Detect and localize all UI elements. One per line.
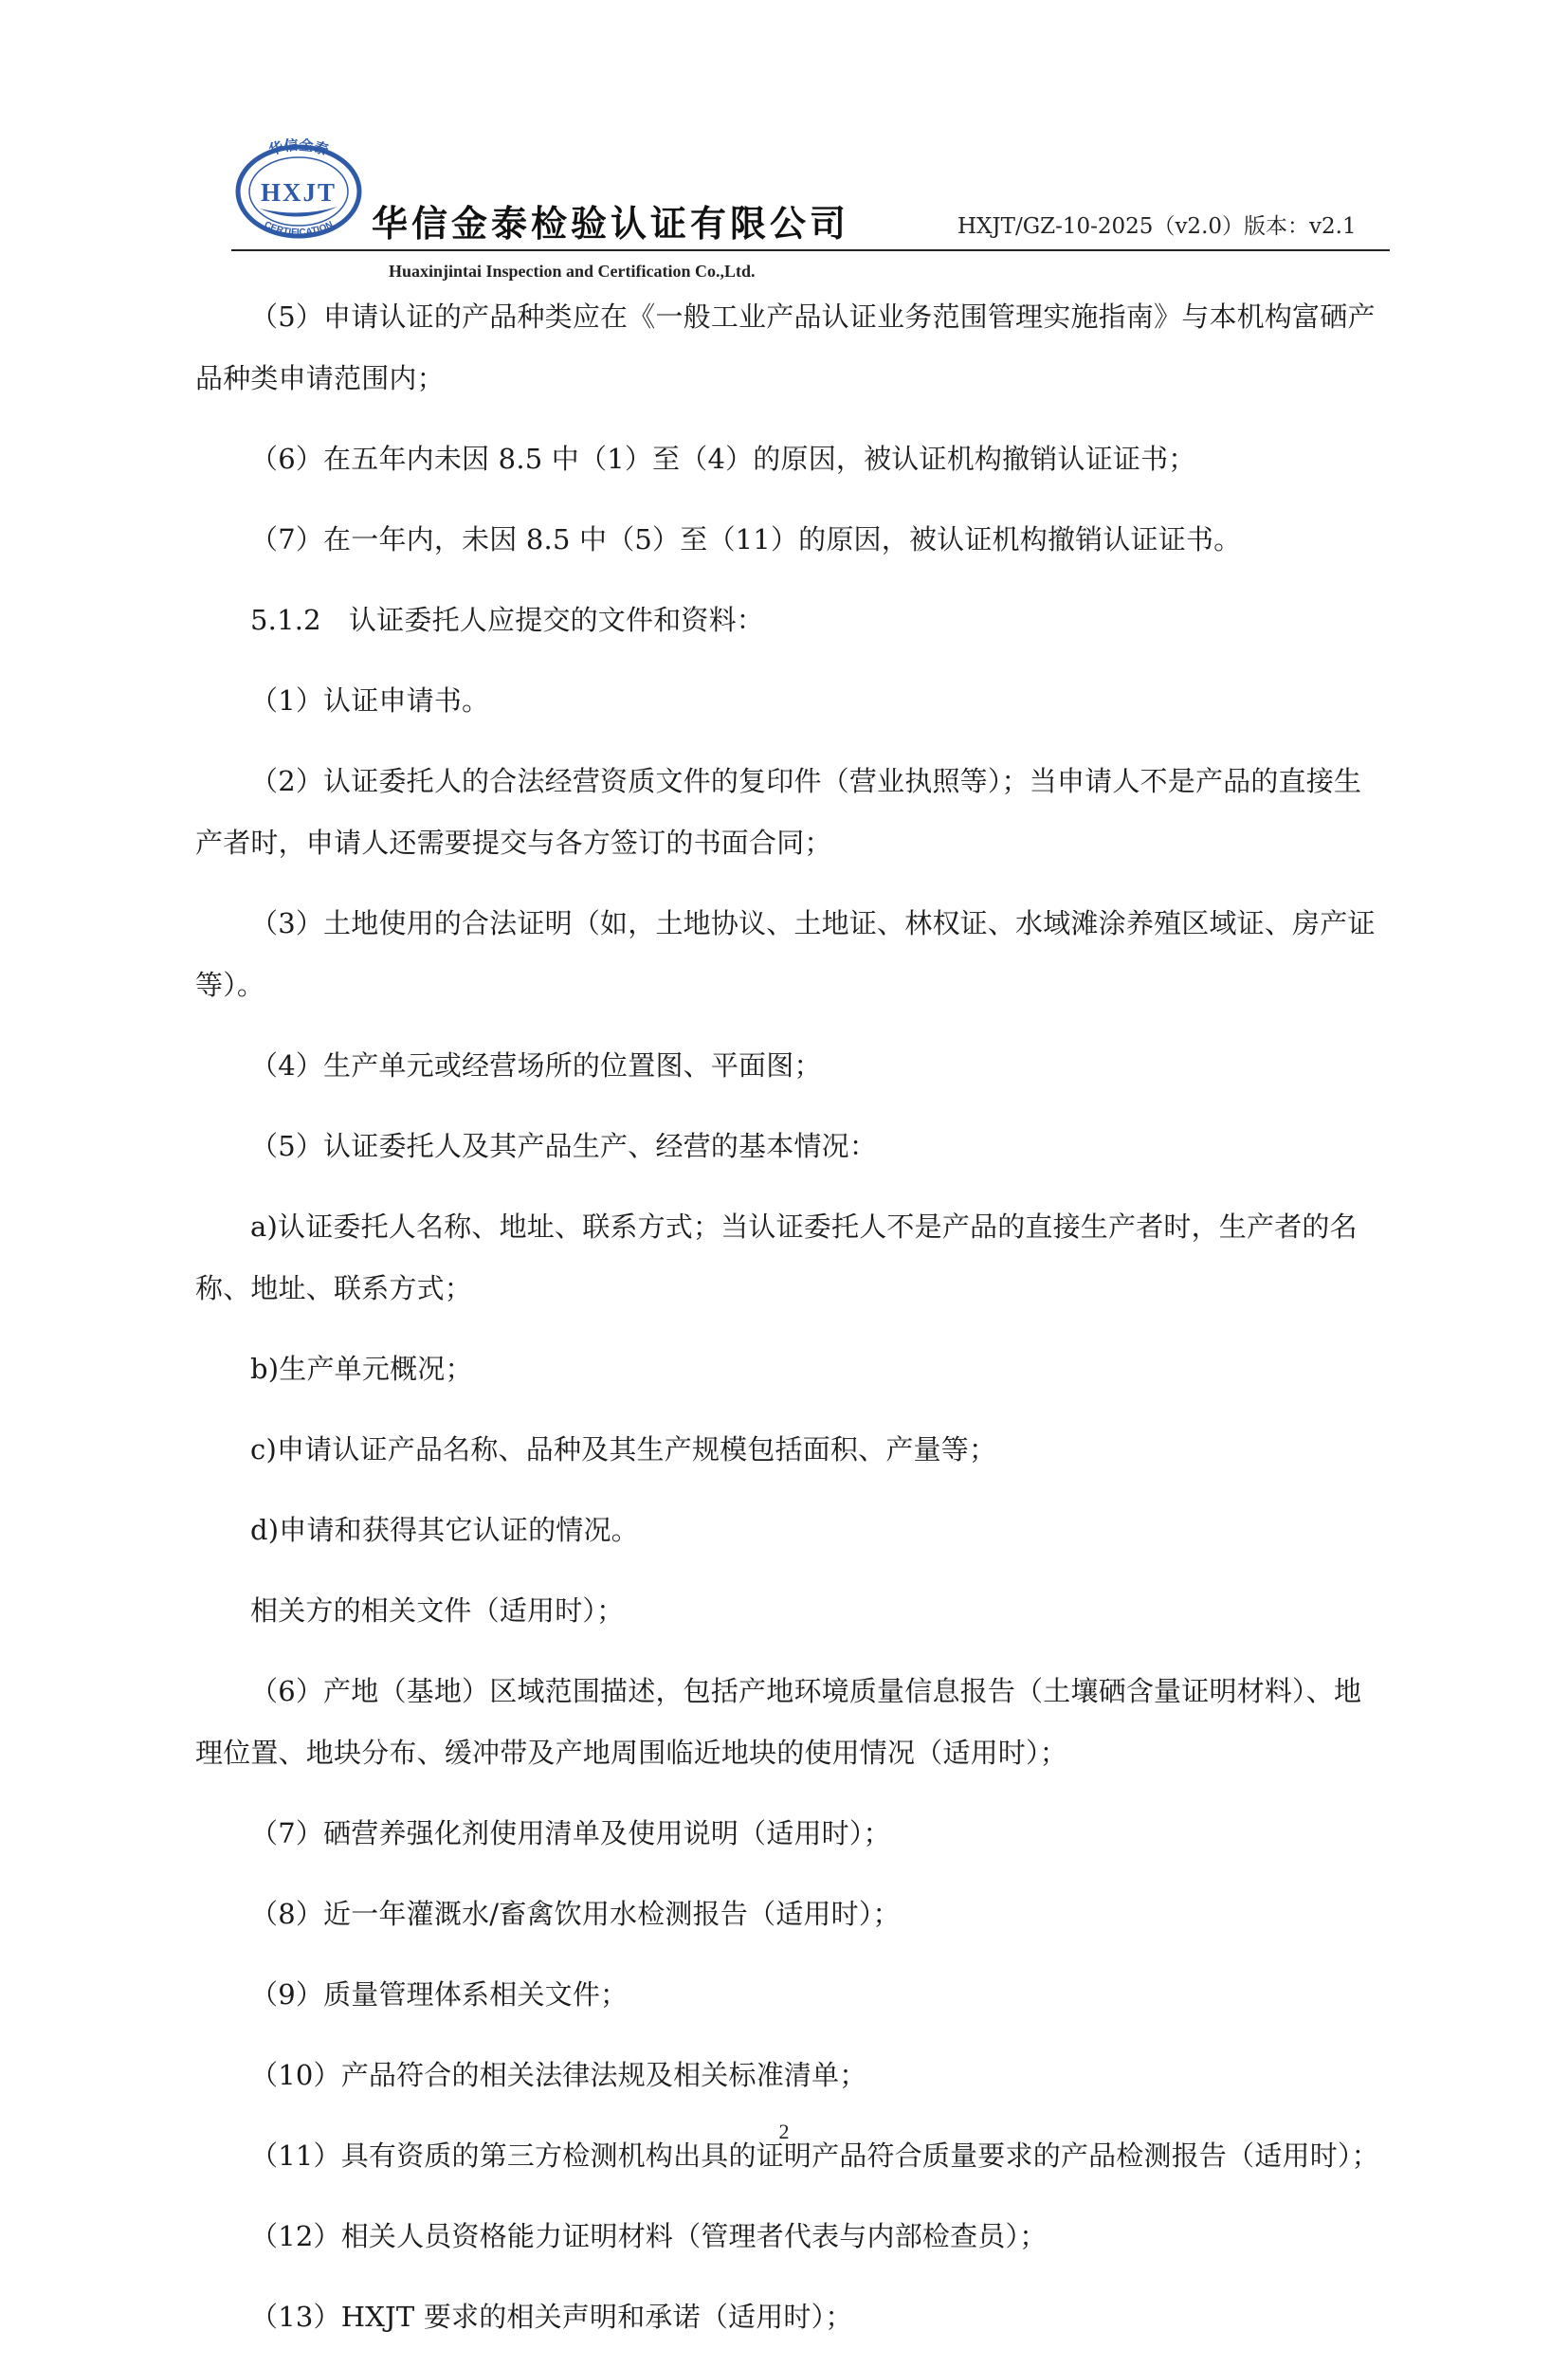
paragraph: （5）认证委托人及其产品生产、经营的基本情况：	[250, 1130, 878, 1162]
paragraph: （7）硒营养强化剂使用清单及使用说明（适用时）；	[250, 1817, 891, 1849]
paragraph: （11）具有资质的第三方检测机构出具的证明产品符合质量要求的产品检测报告（适用时）；	[250, 2139, 1379, 2172]
logo-text: HXJT	[260, 178, 337, 207]
paragraph: （12）相关人员资格能力证明材料（管理者代表与内部检查员）；	[250, 2220, 1048, 2252]
paragraph: （10）产品符合的相关法律法规及相关标准清单；	[250, 2059, 867, 2091]
paragraph: a)认证委托人名称、地址、联系方式；当认证委托人不是产品的直接生产者时，生产者的名称、地址、联系方式；	[195, 1211, 1358, 1304]
paragraph: 相关方的相关文件（适用时）；	[250, 1594, 625, 1627]
paragraph: b)生产单元概况；	[250, 1353, 473, 1385]
paragraph: （7）在一年内，未因 8.5 中（5）至（11）的原因，被认证机构撤销认证证书。	[250, 523, 1242, 555]
paragraph: （2）认证委托人的合法经营资质文件的复印件（营业执照等）；当申请人不是产品的直接生产者时，申请人还需要提交与各方签订的书面合同；	[195, 765, 1362, 859]
section-heading: 5.1.2 认证委托人应提交的文件和资料：	[250, 604, 764, 636]
logo-arc-top-text: 华信金泰	[266, 138, 331, 159]
document-body	[195, 286, 1388, 2367]
paragraph: （3）土地使用的合法证明（如，土地协议、土地证、林权证、水域滩涂养殖区域证、房产证等）。	[195, 907, 1376, 1001]
paragraph: （5）申请认证的产品种类应在《一般工业产品认证业务范围管理实施指南》与本机构富硒产品种类申请范围内；	[195, 300, 1376, 394]
paragraph: （1）认证申请书。	[250, 684, 490, 717]
paragraph: （13）HXJT 要求的相关声明和承诺（适用时）；	[250, 2301, 853, 2333]
header-divider	[231, 249, 1390, 251]
paragraph: （8）近一年灌溉水/畜禽饮用水检测报告（适用时）；	[250, 1898, 901, 1930]
page-number: 2	[778, 2120, 790, 2143]
company-name-en: Huaxinjintai Inspection and Certification Co.,Ltd.	[389, 262, 756, 281]
company-logo	[231, 138, 366, 239]
company-name-cn: 华信金泰检验认证有限公司	[372, 202, 850, 245]
paragraph: （4）生产单元或经营场所的位置图、平面图；	[250, 1049, 822, 1082]
logo-arc-bottom-text: CERTIFICATION	[262, 219, 336, 239]
document-code: HXJT/GZ-10-2025（v2.0）版本：v2.1	[957, 214, 1357, 239]
paragraph: d)申请和获得其它认证的情况。	[250, 1514, 639, 1546]
paragraph: （6）在五年内未因 8.5 中（1）至（4）的原因，被认证机构撤销认证证书；	[250, 443, 1196, 475]
paragraph: c)申请认证产品名称、品种及其生产规模包括面积、产量等；	[250, 1433, 997, 1466]
paragraph: （6）产地（基地）区域范围描述，包括产地环境质量信息报告（土壤硒含量证明材料）、地理位置、地块分布、缓冲带及产地周围临近地块的使用情况（适用时）；	[195, 1675, 1362, 1769]
paragraph: （9）质量管理体系相关文件；	[250, 1978, 629, 2011]
svg-text:CERTIFICATION	[263, 220, 335, 238]
hxjt-logo-icon	[231, 138, 366, 239]
